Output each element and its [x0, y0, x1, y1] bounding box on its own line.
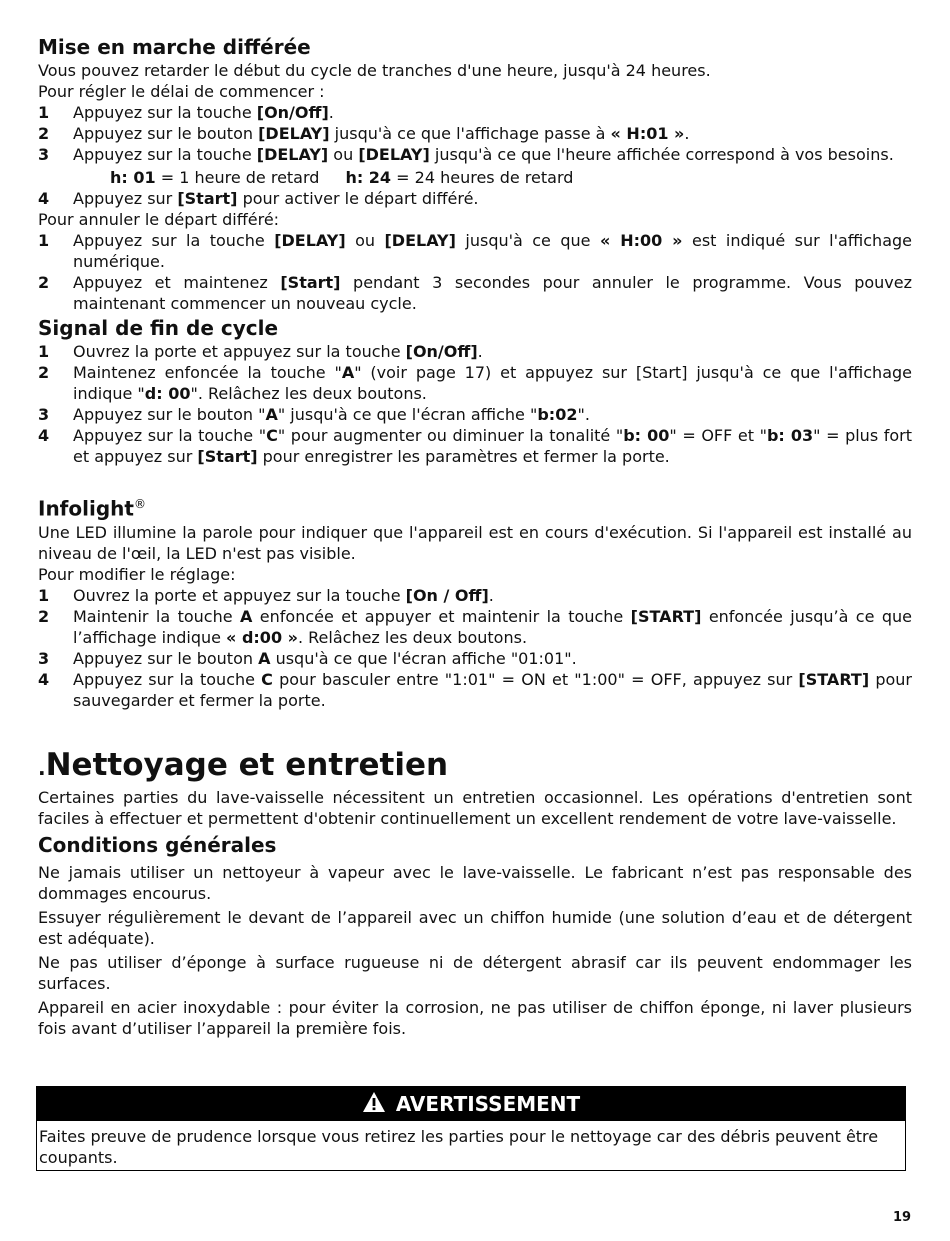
- list-item: 2 Appuyez sur le bouton [DELAY] jusqu'à ce que l'affichage passe à « H:01 ».: [38, 124, 690, 143]
- warning-title: AVERTISSEMENT: [395, 1092, 581, 1116]
- list-item: 1 Appuyez sur la touche [DELAY] ou [DELAY] jusqu'à ce que « H:00 » est indiqué sur l'affichage numérique.: [38, 231, 913, 271]
- paragraph: Essuyer régulièrement le devant de l’appareil avec un chiffon humide (une solution d’eau et de détergent est adéquate).: [38, 907, 912, 948]
- intro-text: Vous pouvez retarder le début du cycle de tranches d'une heure, jusqu'à 24 heures.: [38, 61, 711, 80]
- list-item: 3 Appuyez sur la touche [DELAY] ou [DELAY] jusqu'à ce que l'heure affichée correspond à vos besoins.: [38, 145, 894, 164]
- page-number: 19: [893, 1210, 912, 1225]
- chapter-intro: Certaines parties du lave-vaisselle nécessitent un entretien occasionnel. Les opérations d'entretien sont faciles à effectuer et permettent d'obtenir continuellement un excellent rendement de votre lave-vaisselle.: [38, 787, 912, 828]
- list-item: 1 Appuyez sur la touche [On/Off].: [38, 103, 334, 122]
- list-item: 2 Maintenez enfoncée la touche "A" (voir page 17) et appuyez sur [Start] jusqu'à ce que l'affichage indique "d: 00". Relâchez les deux boutons.: [38, 363, 912, 403]
- chapter-title-cleaning: .Nettoyage et entretien: [38, 746, 449, 783]
- section-title-general-conditions: Conditions générales: [38, 832, 277, 857]
- intro-text: Pour régler le délai de commencer :: [38, 82, 325, 101]
- warning-header: [37, 1087, 905, 1121]
- list-item: 4 Appuyez sur [Start] pour activer le départ différé.: [38, 189, 479, 208]
- list-item: 3 Appuyez sur le bouton "A" jusqu'à ce que l'écran affiche "b:02".: [38, 405, 590, 424]
- warning-triangle-icon: [362, 1091, 386, 1118]
- list-item: 2 Maintenir la touche A enfoncée et appuyer et maintenir la touche [START] enfoncée jusqu’à ce que l’affichage indique « d:00 ». Relâchez les deux boutons.: [38, 606, 913, 647]
- delay-values-line: h: 01 = 1 heure de retard h: 24 = 24 heures de retard: [110, 168, 574, 187]
- list-item: 4 Appuyez sur la touche "C" pour augmenter ou diminuer la tonalité "b: 00" = OFF et "b: 03" = plus fort et appuyez sur [Start] pour enregistrer les paramètres et fermer la porte.: [38, 426, 913, 466]
- registered-mark: ®: [133, 497, 146, 511]
- paragraph: Ne jamais utiliser un nettoyeur à vapeur avec le lave-vaisselle. Le fabricant n’est pas responsable des dommages encourus.: [38, 862, 912, 903]
- warning-text: Faites preuve de prudence lorsque vous retirez les parties pour le nettoyage car des débris peuvent être coupants.: [39, 1127, 879, 1167]
- page-content: [38, 34, 912, 1039]
- intro-text: Pour modifier le réglage:: [38, 564, 236, 584]
- list-item: 4 Appuyez sur la touche C pour basculer entre "1:01" = ON et "1:00" = OFF, appuyez sur [START] pour sauvegarder et fermer la porte.: [38, 669, 912, 710]
- list-item: 1 Ouvrez la porte et appuyez sur la touche [On / Off].: [38, 585, 494, 605]
- warning-box: [36, 1086, 906, 1171]
- list-item: 2 Appuyez et maintenez [Start] pendant 3 secondes pour annuler le programme. Vous pouvez maintenant commencer un nouveau cycle.: [38, 273, 912, 313]
- paragraph: Ne pas utiliser d’éponge à surface rugueuse ni de détergent abrasif car ils peuvent endommager les surfaces.: [38, 952, 912, 993]
- list-item: 3 Appuyez sur le bouton A usqu'à ce que l'écran affiche "01:01".: [38, 648, 577, 668]
- section-title-delayed-start: Mise en marche différée: [38, 35, 311, 59]
- intro-text: Une LED illumine la parole pour indiquer que l'appareil est en cours d'exécution. Si l'appareil est installé au niveau de l'œil, la LED n'est pas visible.: [38, 522, 912, 563]
- cancel-intro-text: Pour annuler le départ différé:: [38, 210, 280, 229]
- paragraph: Appareil en acier inoxydable : pour éviter la corrosion, ne pas utiliser de chiffon éponge, ni laver plusieurs fois avant d’utiliser l’appareil la première fois.: [38, 997, 912, 1038]
- list-item: 1 Ouvrez la porte et appuyez sur la touche [On/Off].: [38, 342, 483, 361]
- section-title-end-signal: Signal de fin de cycle: [38, 316, 279, 340]
- section-title-infolight: Infolight®: [38, 496, 146, 521]
